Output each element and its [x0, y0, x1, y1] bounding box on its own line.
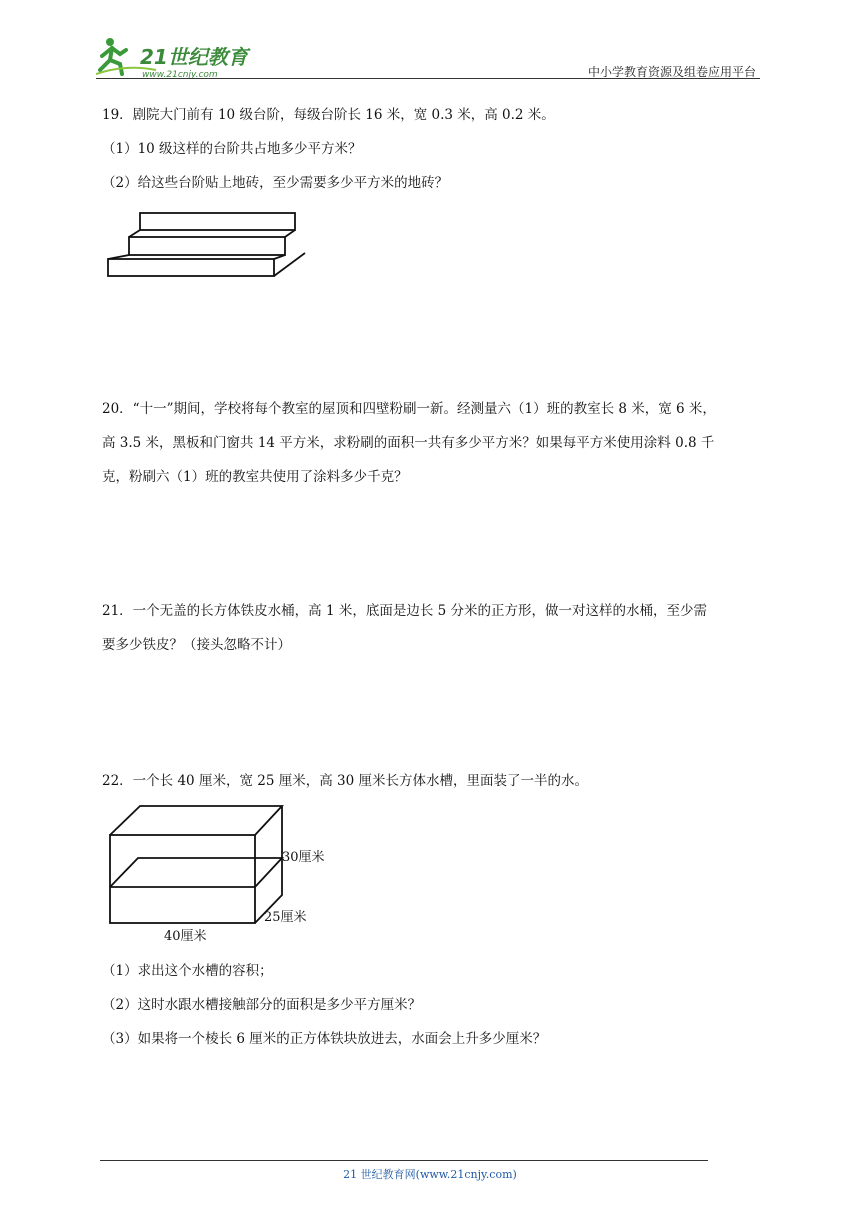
q22-stem: 22．一个长 40 厘米，宽 25 厘米，高 30 厘米长方体水槽，里面装了一半的水。	[102, 773, 588, 789]
q21-line1: 21．一个无盖的长方体铁皮水桶，高 1 米，底面是边长 5 分米的正方形，做一对这样的水桶，至少需	[102, 603, 708, 619]
tank-length-label: 40厘米	[164, 929, 207, 944]
q20-line1: 20．“十一”期间，学校将每个教室的屋顶和四壁粉刷一新。经测量六（1）班的教室长 8 米，宽 6 米，	[102, 401, 716, 417]
tank-height-label: 30厘米	[282, 850, 325, 865]
q22-sub3: （3）如果将一个棱长 6 厘米的正方体铁块放进去，水面会上升多少厘米？	[102, 1031, 547, 1047]
runner-logo-icon	[96, 34, 256, 82]
q19-sub1: （1）10 级这样的台阶共占地多少平方米？	[102, 141, 362, 157]
q22-sub1: （1）求出这个水槽的容积；	[102, 963, 273, 979]
footer-link[interactable]: 21 世纪教育网(www.21cnjy.com)	[343, 1168, 517, 1181]
logo-text: 21世纪教育	[140, 45, 248, 69]
header-platform-text: 中小学教育资源及组卷应用平台	[587, 65, 756, 79]
tank-figure	[100, 800, 340, 948]
footer-divider	[100, 1160, 708, 1161]
q21-line2: 要多少铁皮？（接头忽略不计）	[102, 637, 291, 653]
stairs-figure	[100, 205, 310, 285]
tank-width-label: 25厘米	[264, 910, 307, 925]
q20-line3: 克，粉刷六（1）班的教室共使用了涂料多少千克？	[102, 469, 408, 485]
logo-url: www.21cnjy.com	[142, 70, 218, 80]
q20-line2: 高 3.5 米，黑板和门窗共 14 平方米，求粉刷的面积一共有多少平方米？如果每平方米使用涂料 0.8 千	[102, 435, 715, 451]
q19-sub2: （2）给这些台阶贴上地砖，至少需要多少平方米的地砖？	[102, 175, 449, 191]
q19-stem: 19．剧院大门前有 10 级台阶，每级台阶长 16 米，宽 0.3 米，高 0.2 米。	[102, 107, 555, 123]
q22-sub2: （2）这时水跟水槽接触部分的面积是多少平方厘米？	[102, 997, 422, 1013]
site-logo	[96, 34, 256, 82]
header-divider	[96, 78, 760, 79]
